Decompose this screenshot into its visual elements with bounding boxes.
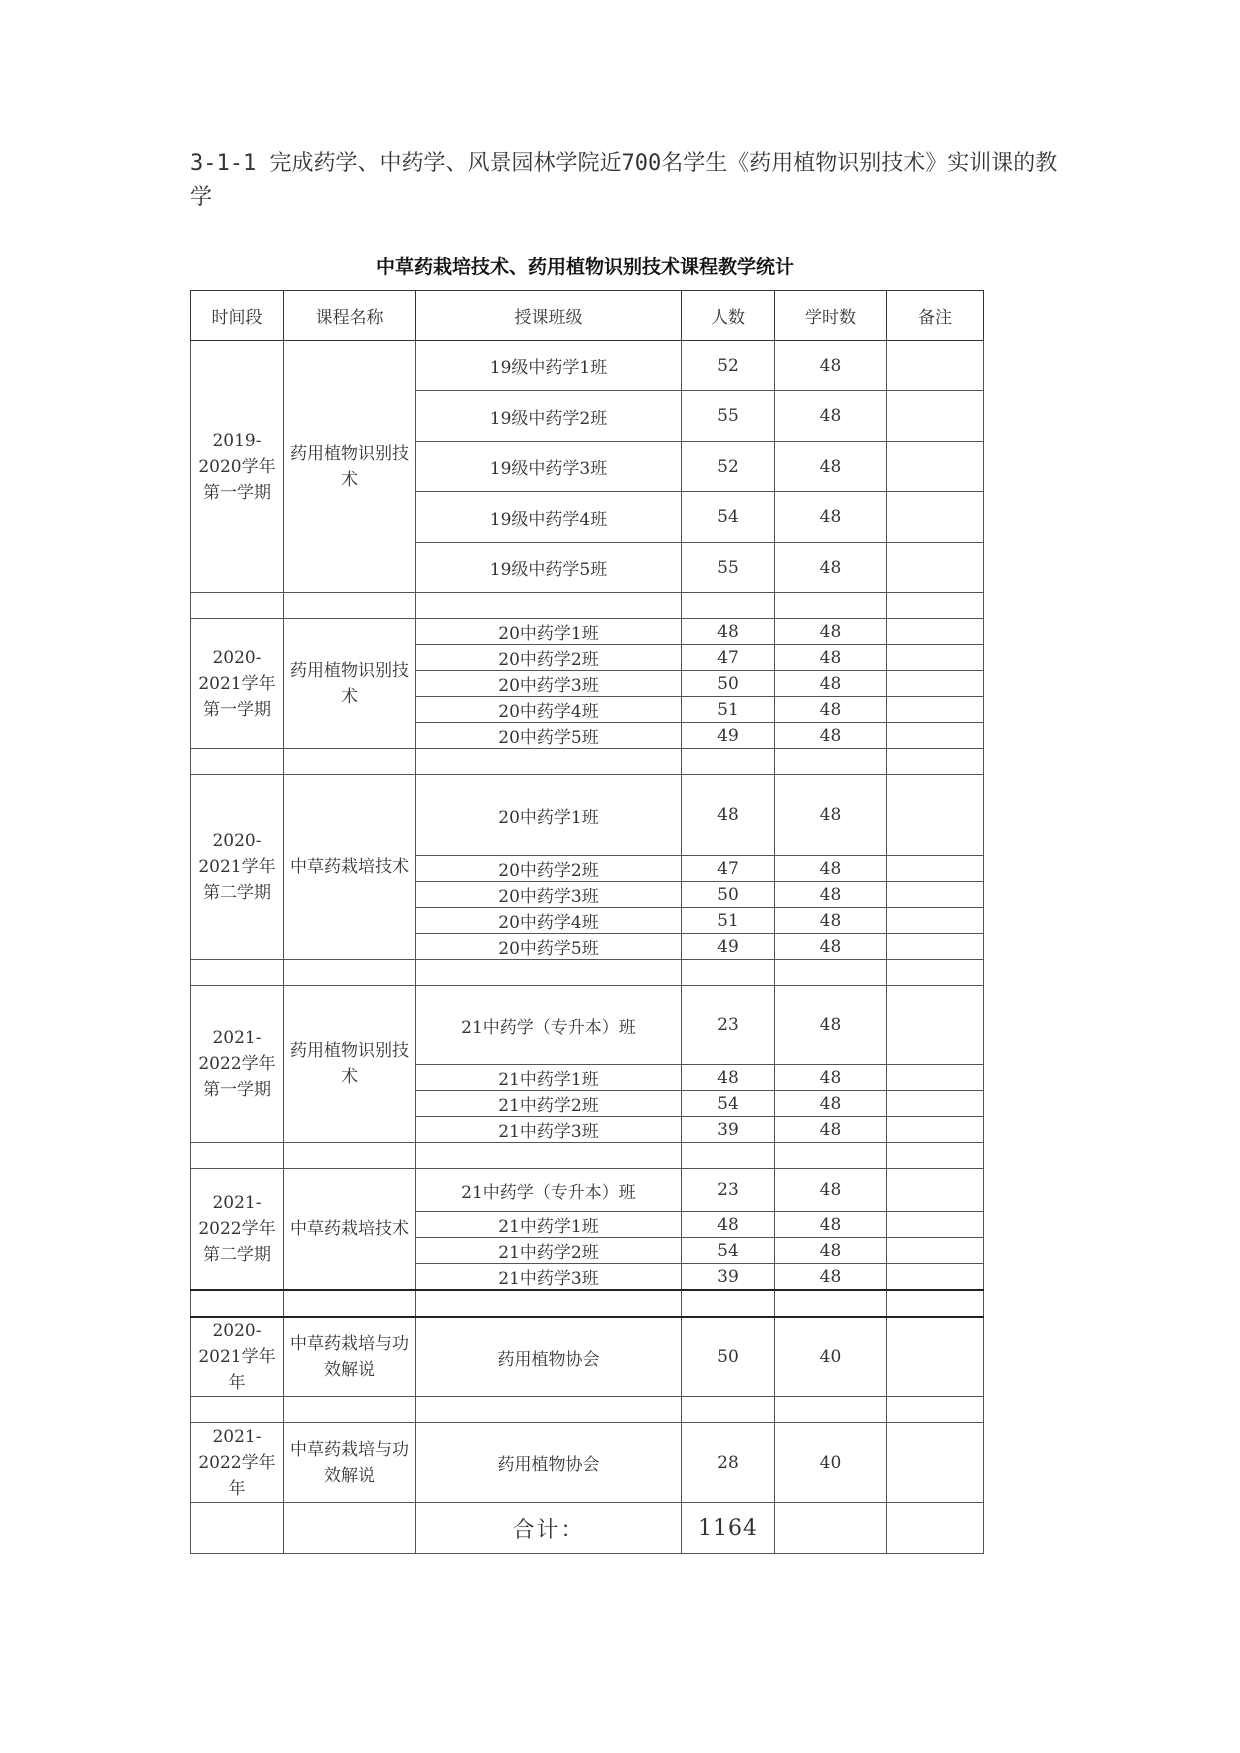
class-cell: 19级中药学3班 <box>416 442 682 492</box>
class-cell: 20中药学1班 <box>416 619 682 645</box>
class-cell: 21中药学1班 <box>416 1065 682 1091</box>
hours-cell: 48 <box>775 1212 887 1238</box>
spacer-row <box>191 1143 984 1169</box>
notes-cell <box>887 986 984 1065</box>
table-header-row <box>191 291 984 341</box>
count-cell: 47 <box>682 645 775 671</box>
table-row <box>191 1317 984 1397</box>
statistics-table <box>190 290 984 1554</box>
count-cell: 52 <box>682 341 775 391</box>
count-cell: 50 <box>682 671 775 697</box>
count-cell: 55 <box>682 543 775 593</box>
course-cell: 中草药栽培技术 <box>284 775 416 960</box>
count-cell: 49 <box>682 934 775 960</box>
count-cell: 47 <box>682 856 775 882</box>
hours-cell: 48 <box>775 492 887 543</box>
notes-cell <box>887 908 984 934</box>
notes-cell <box>887 882 984 908</box>
period-cell: 2020-2021学年第一学期 <box>191 619 284 749</box>
hours-cell: 48 <box>775 723 887 749</box>
spacer-row <box>191 960 984 986</box>
table-row <box>191 986 984 1065</box>
notes-cell <box>887 671 984 697</box>
count-cell: 23 <box>682 1169 775 1212</box>
notes-cell <box>887 1091 984 1117</box>
notes-cell <box>887 1317 984 1397</box>
hours-cell: 40 <box>775 1317 887 1397</box>
period-cell: 2021-2022学年第二学期 <box>191 1169 284 1291</box>
notes-cell <box>887 775 984 856</box>
hours-cell: 48 <box>775 1091 887 1117</box>
class-cell: 20中药学3班 <box>416 882 682 908</box>
class-cell: 20中药学2班 <box>416 645 682 671</box>
count-cell: 49 <box>682 723 775 749</box>
hours-cell: 48 <box>775 442 887 492</box>
count-cell: 54 <box>682 1238 775 1264</box>
count-cell: 54 <box>682 492 775 543</box>
count-cell: 51 <box>682 697 775 723</box>
hours-cell: 48 <box>775 391 887 442</box>
table-row <box>191 341 984 391</box>
course-cell: 药用植物识别技术 <box>284 341 416 593</box>
hours-cell: 48 <box>775 341 887 391</box>
count-cell: 39 <box>682 1117 775 1143</box>
hours-cell: 48 <box>775 986 887 1065</box>
notes-cell <box>887 1169 984 1212</box>
notes-cell <box>887 1264 984 1291</box>
period-cell: 2020-2021学年年 <box>191 1317 284 1397</box>
class-cell: 21中药学（专升本）班 <box>416 986 682 1065</box>
table-row <box>191 775 984 856</box>
notes-cell <box>887 645 984 671</box>
total-label: 合计： <box>416 1503 682 1554</box>
count-cell: 48 <box>682 1212 775 1238</box>
hours-cell: 48 <box>775 619 887 645</box>
total-row <box>191 1503 984 1554</box>
table-title: 中草药栽培技术、药用植物识别技术课程教学统计 <box>375 256 794 278</box>
notes-cell <box>887 492 984 543</box>
spacer-row <box>191 749 984 775</box>
class-cell: 药用植物协会 <box>416 1317 682 1397</box>
count-cell: 48 <box>682 1065 775 1091</box>
notes-cell <box>887 934 984 960</box>
hours-cell: 48 <box>775 1264 887 1291</box>
class-cell: 药用植物协会 <box>416 1423 682 1503</box>
period-cell: 2021-2022学年第一学期 <box>191 986 284 1143</box>
class-cell: 20中药学4班 <box>416 908 682 934</box>
notes-cell <box>887 341 984 391</box>
class-cell: 20中药学3班 <box>416 671 682 697</box>
class-cell: 19级中药学5班 <box>416 543 682 593</box>
course-cell: 中草药栽培与功效解说 <box>284 1423 416 1503</box>
table-row <box>191 1169 984 1212</box>
hours-cell: 48 <box>775 1065 887 1091</box>
count-cell: 55 <box>682 391 775 442</box>
hours-cell: 48 <box>775 775 887 856</box>
hours-cell: 48 <box>775 671 887 697</box>
notes-cell <box>887 619 984 645</box>
header-period: 时间段 <box>191 291 284 341</box>
class-cell: 21中药学1班 <box>416 1212 682 1238</box>
hours-cell: 48 <box>775 697 887 723</box>
header-count: 人数 <box>682 291 775 341</box>
header-class: 授课班级 <box>416 291 682 341</box>
spacer-row <box>191 593 984 619</box>
header-hours: 学时数 <box>775 291 887 341</box>
count-cell: 50 <box>682 882 775 908</box>
class-cell: 21中药学3班 <box>416 1117 682 1143</box>
course-cell: 药用植物识别技术 <box>284 986 416 1143</box>
notes-cell <box>887 1212 984 1238</box>
count-cell: 48 <box>682 619 775 645</box>
notes-cell <box>887 1065 984 1091</box>
class-cell: 21中药学2班 <box>416 1091 682 1117</box>
class-cell: 21中药学2班 <box>416 1238 682 1264</box>
count-cell: 23 <box>682 986 775 1065</box>
total-value: 1164 <box>682 1503 775 1554</box>
notes-cell <box>887 1238 984 1264</box>
class-cell: 20中药学5班 <box>416 723 682 749</box>
notes-cell <box>887 1423 984 1503</box>
hours-cell: 48 <box>775 543 887 593</box>
count-cell: 54 <box>682 1091 775 1117</box>
count-cell: 28 <box>682 1423 775 1503</box>
course-cell: 中草药栽培与功效解说 <box>284 1317 416 1397</box>
notes-cell <box>887 1117 984 1143</box>
class-cell: 19级中药学4班 <box>416 492 682 543</box>
class-cell: 20中药学4班 <box>416 697 682 723</box>
period-cell: 2021-2022学年年 <box>191 1423 284 1503</box>
class-cell: 19级中药学2班 <box>416 391 682 442</box>
hours-cell: 48 <box>775 934 887 960</box>
course-cell: 中草药栽培技术 <box>284 1169 416 1291</box>
notes-cell <box>887 697 984 723</box>
class-cell: 21中药学（专升本）班 <box>416 1169 682 1212</box>
hours-cell: 48 <box>775 856 887 882</box>
hours-cell: 40 <box>775 1423 887 1503</box>
notes-cell <box>887 442 984 492</box>
table-row <box>191 619 984 645</box>
period-cell: 2020-2021学年第二学期 <box>191 775 284 960</box>
class-cell: 20中药学2班 <box>416 856 682 882</box>
spacer-row <box>191 1397 984 1423</box>
notes-cell <box>887 543 984 593</box>
hours-cell: 48 <box>775 908 887 934</box>
hours-cell: 48 <box>775 1117 887 1143</box>
hours-cell: 48 <box>775 645 887 671</box>
notes-cell <box>887 723 984 749</box>
hours-cell: 48 <box>775 1238 887 1264</box>
page-heading: 3-1-1 完成药学、中药学、风景园林学院近700名学生《药用植物识别技术》实训课的教学 <box>190 151 1058 210</box>
period-cell: 2019-2020学年第一学期 <box>191 341 284 593</box>
class-cell: 20中药学5班 <box>416 934 682 960</box>
hours-cell: 48 <box>775 1169 887 1212</box>
course-cell: 药用植物识别技术 <box>284 619 416 749</box>
hours-cell: 48 <box>775 882 887 908</box>
class-cell: 20中药学1班 <box>416 775 682 856</box>
notes-cell <box>887 391 984 442</box>
class-cell: 19级中药学1班 <box>416 341 682 391</box>
count-cell: 52 <box>682 442 775 492</box>
count-cell: 51 <box>682 908 775 934</box>
notes-cell <box>887 856 984 882</box>
class-cell: 21中药学3班 <box>416 1264 682 1291</box>
count-cell: 39 <box>682 1264 775 1291</box>
count-cell: 48 <box>682 775 775 856</box>
table-row <box>191 1423 984 1503</box>
count-cell: 50 <box>682 1317 775 1397</box>
header-notes: 备注 <box>887 291 984 341</box>
header-course: 课程名称 <box>284 291 416 341</box>
spacer-row <box>191 1290 984 1317</box>
